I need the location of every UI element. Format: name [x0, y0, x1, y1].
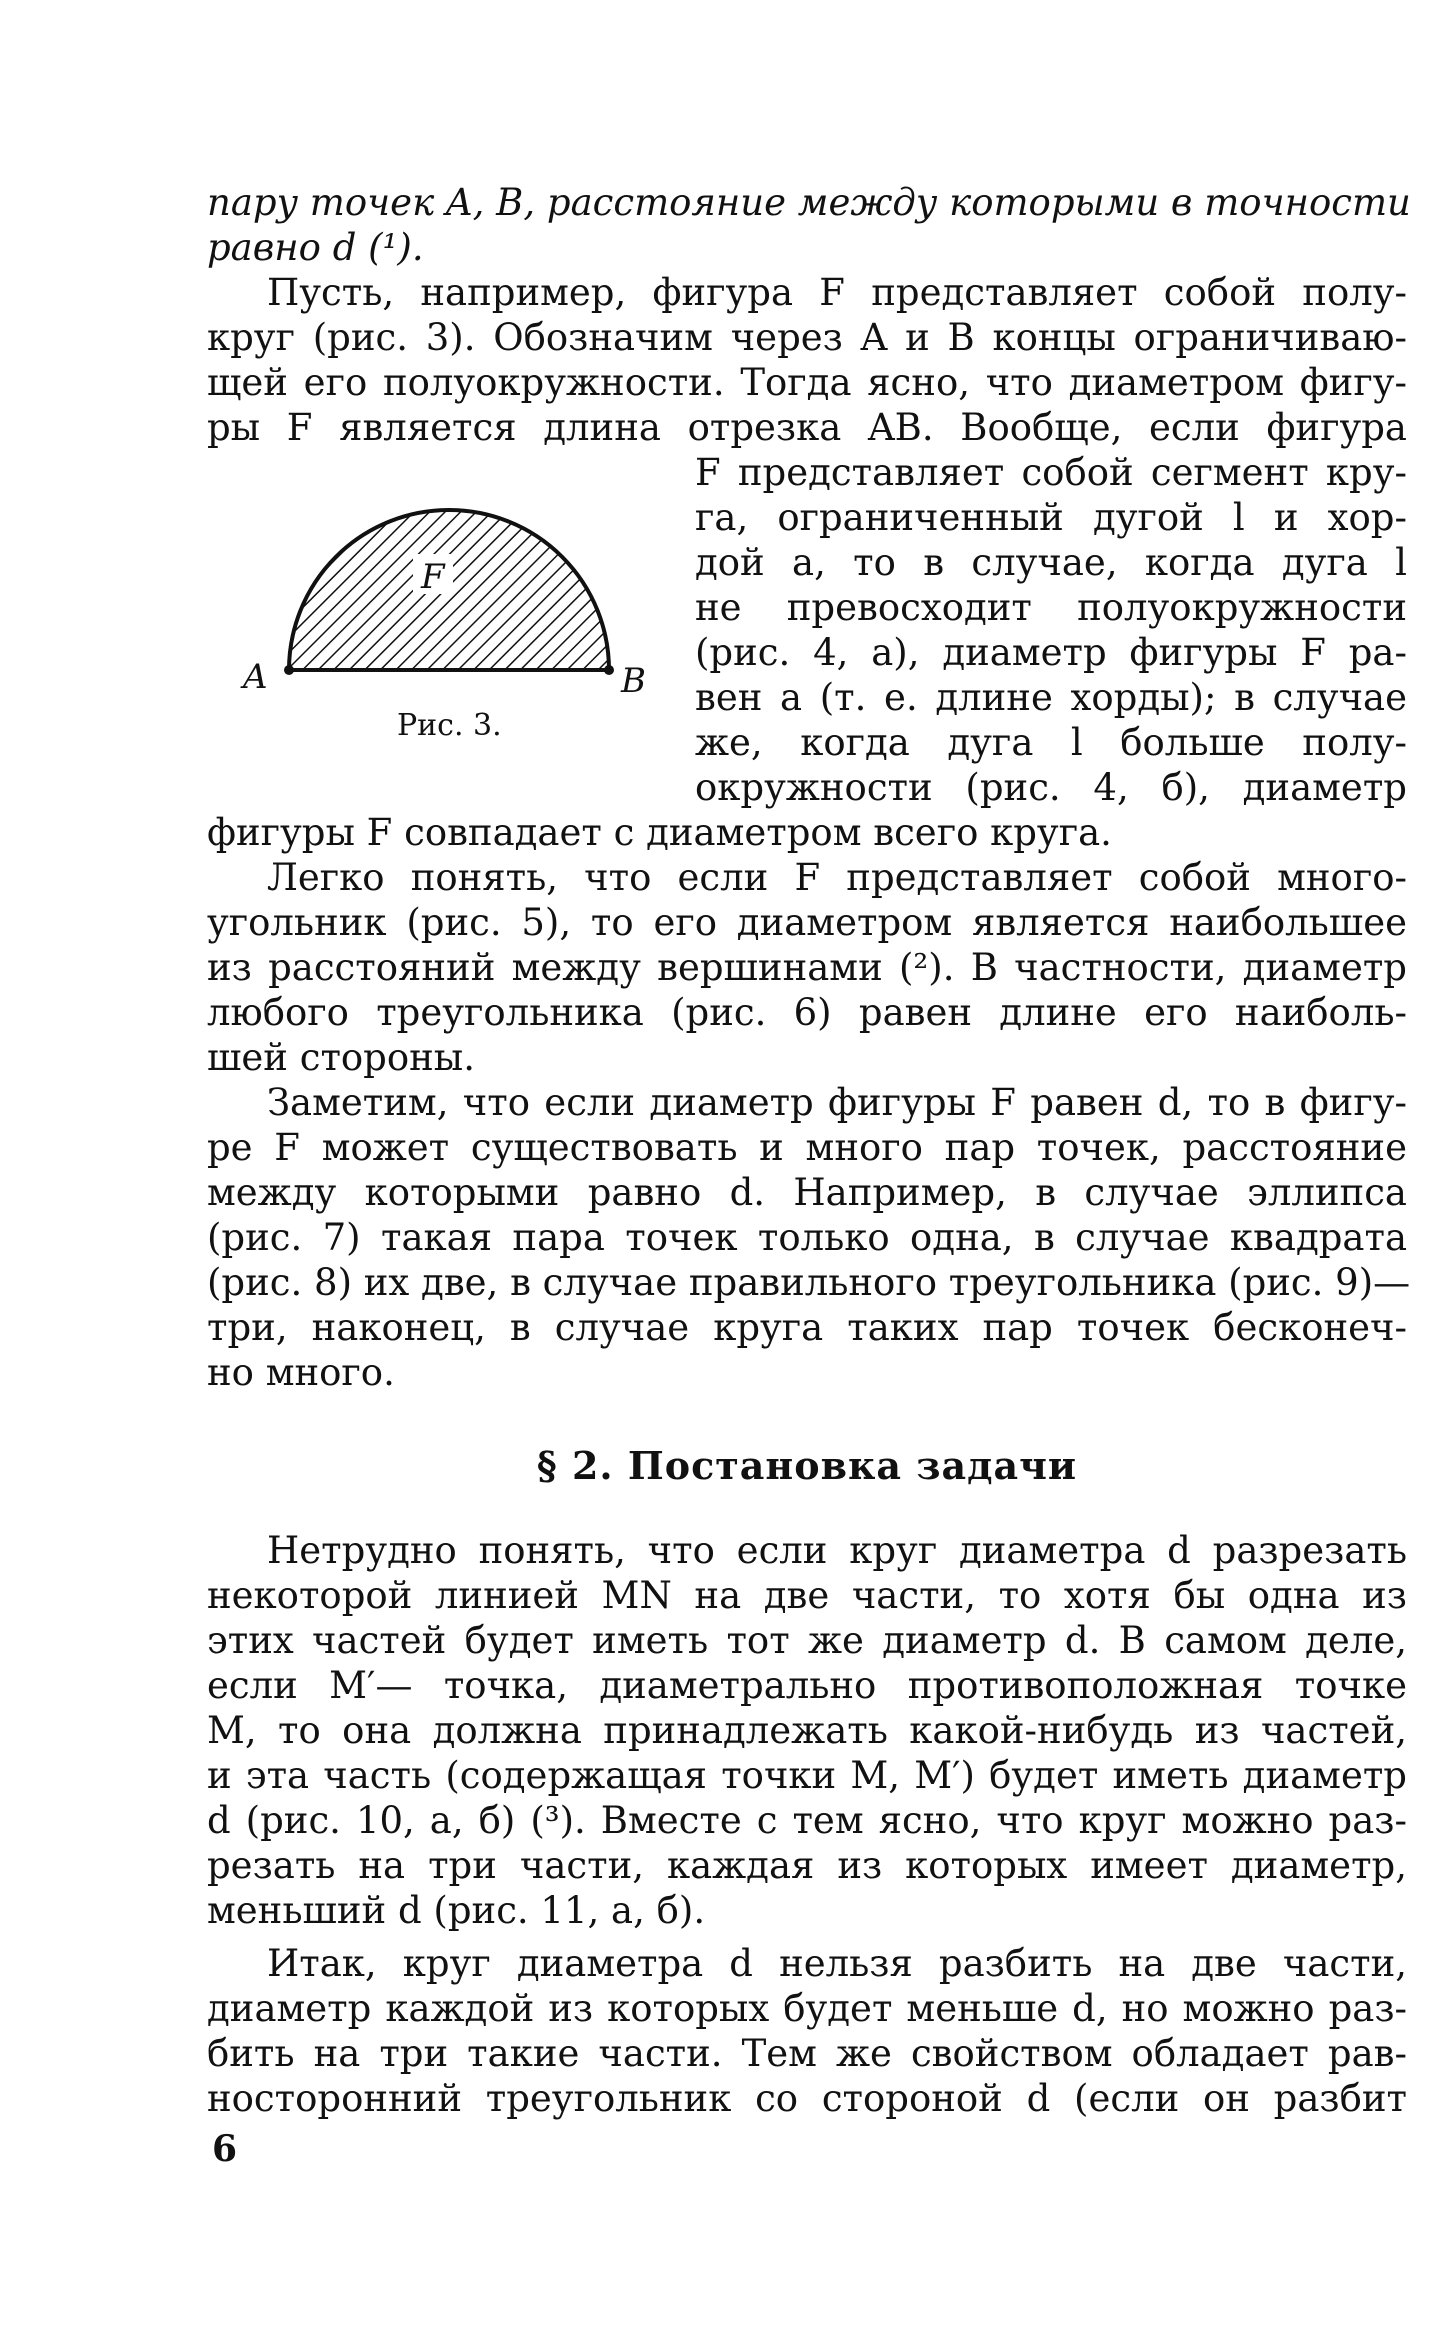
figure-side-text [695, 450, 1407, 810]
point-a [284, 665, 294, 675]
text-line: (рис. 7) такая пара точек только одна, в случае квадрата [207, 1216, 1407, 1259]
point-b [604, 665, 614, 675]
text-line: Нетрудно понять, что если круг диаметра d разрезать [267, 1529, 1407, 1572]
text-line: (рис. 8) их две, в случае правильного треугольника (рис. 9)— [207, 1261, 1411, 1304]
section-heading: § 2. Постановка задачи [536, 1443, 1078, 1488]
semicircle-figure [237, 470, 677, 700]
text-line: ры F является длина отрезка AB. Вообще, если фигура [207, 406, 1407, 449]
text-line: если M′— точка, диаметрально противоположная точке [207, 1664, 1407, 1707]
label-a: A [243, 657, 268, 697]
page-number: 6 [212, 2128, 238, 2170]
text-line: этих частей будет иметь тот же диаметр d. В самом деле, [207, 1619, 1407, 1662]
paragraph-summary [207, 1941, 1407, 2121]
text-line: равно d (¹). [207, 226, 424, 269]
text-line: пару точек A, B, расстояние между которыми в точности [207, 181, 1411, 224]
paragraph-intro [207, 180, 1411, 270]
text-line: но много. [207, 1351, 395, 1394]
text-line: M, то она должна принадлежать какой-нибудь из частей, [207, 1709, 1407, 1752]
paragraph-pairs [207, 1080, 1411, 1395]
text-line: Пусть, например, фигура F представляет собой полу- [267, 271, 1407, 314]
paragraph-polygon [207, 855, 1407, 1080]
text-line: из расстояний между вершинами (²). В частности, диаметр [207, 946, 1407, 989]
text-line: меньший d (рис. 11, a, б). [207, 1889, 706, 1932]
text-line: Легко понять, что если F представляет собой много- [267, 856, 1407, 899]
text-line: не превосходит полуокружности [695, 586, 1407, 629]
text-line: круг (рис. 3). Обозначим через A и B концы ограничиваю- [207, 316, 1407, 359]
text-line: носторонний треугольник со стороной d (если он разбит [207, 2077, 1407, 2120]
text-line: между которыми равно d. Например, в случае эллипса [207, 1171, 1407, 1214]
text-line: окружности (рис. 4, б), диаметр [695, 766, 1407, 809]
text-line: вен a (т. е. длине хорды); в случае [695, 676, 1407, 719]
text-line: три, наконец, в случае круга таких пар точек бесконеч- [207, 1306, 1407, 1349]
text-line: же, когда дуга l больше полу- [695, 721, 1407, 764]
text-line: ре F может существовать и много пар точек, расстояние [207, 1126, 1407, 1169]
paragraph-semicircle [207, 270, 1407, 855]
text-line: шей стороны. [207, 1036, 476, 1079]
text-line: любого треугольника (рис. 6) равен длине его наиболь- [207, 991, 1407, 1034]
paragraph-circle [207, 1528, 1407, 1933]
page-content [207, 180, 1411, 2121]
label-f: F [421, 557, 445, 597]
text-line: га, ограниченный дугой l и хор- [695, 496, 1407, 539]
text-line: и эта часть (содержащая точки M, M′) будет иметь диаметр [207, 1754, 1407, 1797]
figure-block [207, 450, 1407, 810]
text-line: угольник (рис. 5), то его диаметром является наибольшее [207, 901, 1407, 944]
text-line: фигуры F совпадает с диаметром всего круга. [207, 811, 1112, 854]
text-line: некоторой линией MN на две части, то хотя бы одна из [207, 1574, 1407, 1617]
text-line: Итак, круг диаметра d нельзя разбить на две части, [267, 1942, 1407, 1985]
text-line: бить на три такие части. Тем же свойством обладает рав- [207, 2032, 1407, 2075]
text-line: Заметим, что если диаметр фигуры F равен d, то в фигу- [267, 1081, 1407, 1124]
label-b: B [621, 661, 646, 700]
text-line: F представляет собой сегмент кру- [695, 451, 1407, 494]
text-line: (рис. 4, a), диаметр фигуры F ра- [695, 631, 1407, 674]
text-line: резать на три части, каждая из которых имеет диаметр, [207, 1844, 1407, 1887]
text-line: диаметр каждой из которых будет меньше d, но можно раз- [207, 1987, 1407, 2030]
text-line: щей его полуокружности. Тогда ясно, что диаметром фигу- [207, 361, 1407, 404]
text-line: d (рис. 10, a, б) (³). Вместе с тем ясно, что круг можно раз- [207, 1799, 1407, 1842]
figure-caption: Рис. 3. [397, 708, 502, 743]
text-line: дой a, то в случае, когда дуга l [695, 541, 1407, 584]
